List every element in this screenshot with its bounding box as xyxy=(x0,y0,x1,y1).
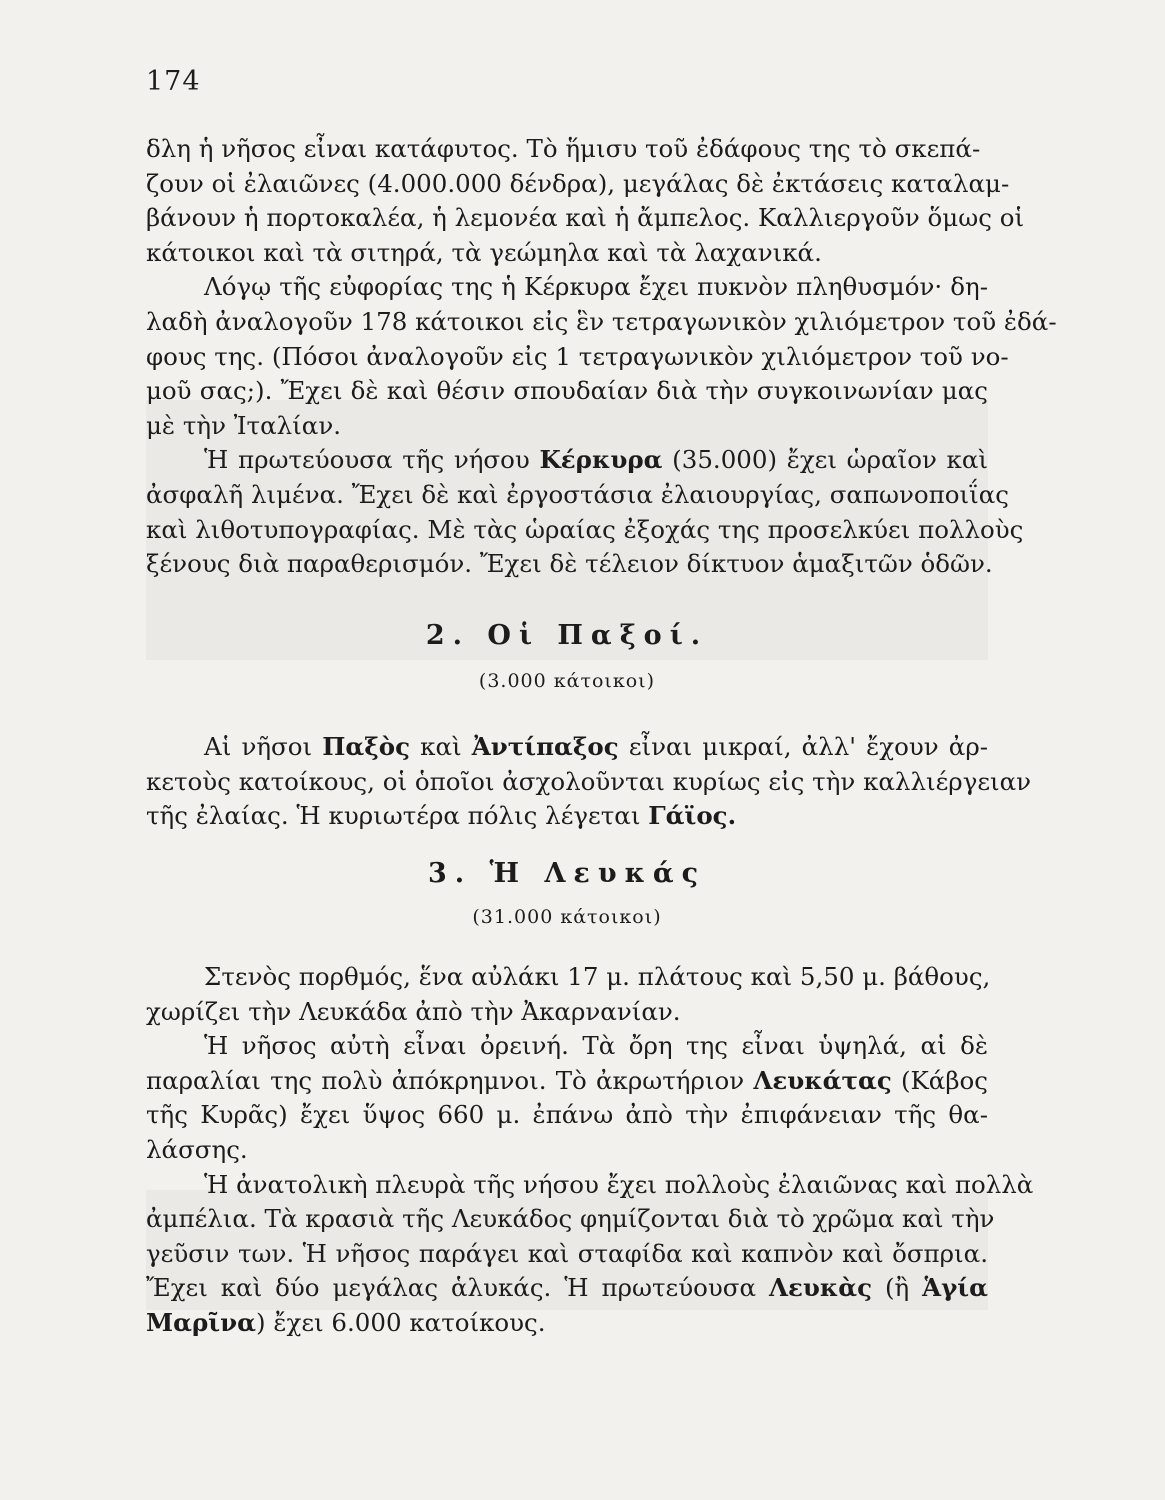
text-line: μὲ τὴν Ἰταλίαν. xyxy=(146,410,341,440)
text-line: γεῦσιν των. Ἡ νῆσος παράγει καὶ σταφίδα καὶ καπνὸν καὶ ὄσπρια. xyxy=(146,1238,988,1268)
page-number: 174 xyxy=(146,66,201,97)
text-line: ἀσφαλῆ λιμένα. Ἔχει δὲ καὶ ἐργοστάσια ἐλαιουργίας, σαπωνοποιΐας xyxy=(146,479,1010,509)
text-line: τῆς Κυρᾶς) ἔχει ὕψος 660 μ. ἐπάνω ἀπὸ τὴν ἐπιφάνειαν τῆς θα- xyxy=(146,1100,988,1130)
place-name-paxos: Παξὸς xyxy=(322,732,411,761)
text-line: Μαρῖνα) ἔχει 6.000 κατοίκους. xyxy=(146,1307,546,1337)
place-name-gaios: Γάϊος. xyxy=(648,801,737,831)
text-line: καὶ λιθοτυπογραφίας. Μὲ τὰς ὡραίας ἐξοχάς της προσελκύει πολλοὺς xyxy=(146,514,1024,544)
text-line: Ἡ νῆσος αὐτὴ εἶναι ὀρεινή. Τὰ ὄρη της εἶναι ὑψηλά, αἱ δὲ xyxy=(204,1031,988,1061)
text-line: Ἔχει καὶ δύο μεγάλας ἁλυκάς. Ἡ πρωτεύουσα Λευκὰς (ἢ Ἁγία xyxy=(146,1273,989,1303)
text-line: Ἡ πρωτεύουσα τῆς νήσου Κέρκυρα (35.000) ἔχει ὡραῖον καὶ xyxy=(204,445,988,475)
text-line: μοῦ σας;). Ἔχει δὲ καὶ θέσιν σπουδαίαν διὰ τὴν συγκοινωνίαν μας xyxy=(146,376,988,406)
text-line: Αἱ νῆσοι Παξὸς καὶ Ἀντίπαξος εἶναι μικραί, ἀλλ' ἔχουν ἀρ- xyxy=(204,732,989,761)
text-line: βάνουν ἡ πορτοκαλέα, ἡ λεμονέα καὶ ἡ ἄμπελος. Καλλιεργοῦν ὅμως οἱ xyxy=(146,203,1025,233)
text-line: κετοὺς κατοίκους, οἱ ὁποῖοι ἀσχολοῦνται κυρίως εἰς τὴν καλλιέργειαν xyxy=(146,766,1032,796)
section-population-lefkas: (31.000 κάτοικοι) xyxy=(472,906,662,928)
text-line: Ἡ ἀνατολικὴ πλευρὰ τῆς νήσου ἔχει πολλοὺς ἐλαιῶνας καὶ πολλὰ xyxy=(204,1169,1034,1199)
place-name-lefkatas: Λευκάτας xyxy=(753,1065,892,1095)
text-line: ζουν οἱ ἐλαιῶνες (4.000.000 δένδρα), μεγάλας δὲ ἐκτάσεις καταλαμ- xyxy=(146,168,1010,198)
section-title-lefkas: 3. Ἡ Λευκάς xyxy=(427,858,707,889)
place-name-antipaxos: Ἀντίπαξος xyxy=(471,732,619,761)
text-line: λάσσης. xyxy=(146,1134,248,1164)
text-line: ξένους διὰ παραθερισμόν. Ἔχει δὲ τέλειον δίκτυον ἁμαξιτῶν ὁδῶν. xyxy=(146,549,993,579)
section-title-paxoi: 2. Οἱ Παξοί. xyxy=(425,620,709,651)
place-name-agia: Ἁγία xyxy=(922,1273,989,1303)
text-line: λαδὴ ἀναλογοῦν 178 κάτοικοι εἰς ἓν τετραγωνικὸν χιλιόμετρον τοῦ ἐδά- xyxy=(146,306,1057,336)
text-line: παραλίαι της πολὺ ἀπόκρημνοι. Τὸ ἀκρωτήριον Λευκάτας (Κάβος xyxy=(146,1065,988,1095)
text-line: Λόγῳ τῆς εὐφορίας της ἡ Κέρκυρα ἔχει πυκνὸν πληθυσμόν· δη- xyxy=(204,272,988,302)
text-line: φους της. (Πόσοι ἀναλογοῦν εἰς 1 τετραγωνικὸν χιλιόμετρον τοῦ νο- xyxy=(146,341,1009,371)
text-line: κάτοικοι καὶ τὰ σιτηρά, τὰ γεώμηλα καὶ τὰ λαχανικά. xyxy=(146,237,822,267)
text-line: χωρίζει τὴν Λευκάδα ἀπὸ τὴν Ἀκαρνανίαν. xyxy=(146,996,681,1026)
text-line: Στενὸς πορθμός, ἕνα αὐλάκι 17 μ. πλάτους καὶ 5,50 μ. βάθους, xyxy=(204,962,991,991)
text-line: τῆς ἐλαίας. Ἡ κυριωτέρα πόλις λέγεται Γάϊος. xyxy=(146,801,737,831)
section-kerkyra-text xyxy=(146,132,1057,582)
text-line: ἀμπέλια. Τὰ κρασιὰ τῆς Λευκάδος φημίζονται διὰ τὸ χρῶμα καὶ τὴν xyxy=(146,1204,995,1234)
place-name-kerkyra: Κέρκυρα xyxy=(539,445,663,475)
text-line: δλη ἡ νῆσος εἶναι κατάφυτος. Τὸ ἥμισυ τοῦ ἐδάφους της τὸ σκεπά- xyxy=(146,134,981,163)
place-name-marina: Μαρῖνα xyxy=(146,1307,256,1337)
place-name-lefkas: Λευκὰς xyxy=(768,1273,873,1303)
section-lefkas-text xyxy=(146,960,1034,1341)
section-paxoi-text xyxy=(146,730,1032,834)
section-population-paxoi: (3.000 κάτοικοι) xyxy=(478,670,656,692)
